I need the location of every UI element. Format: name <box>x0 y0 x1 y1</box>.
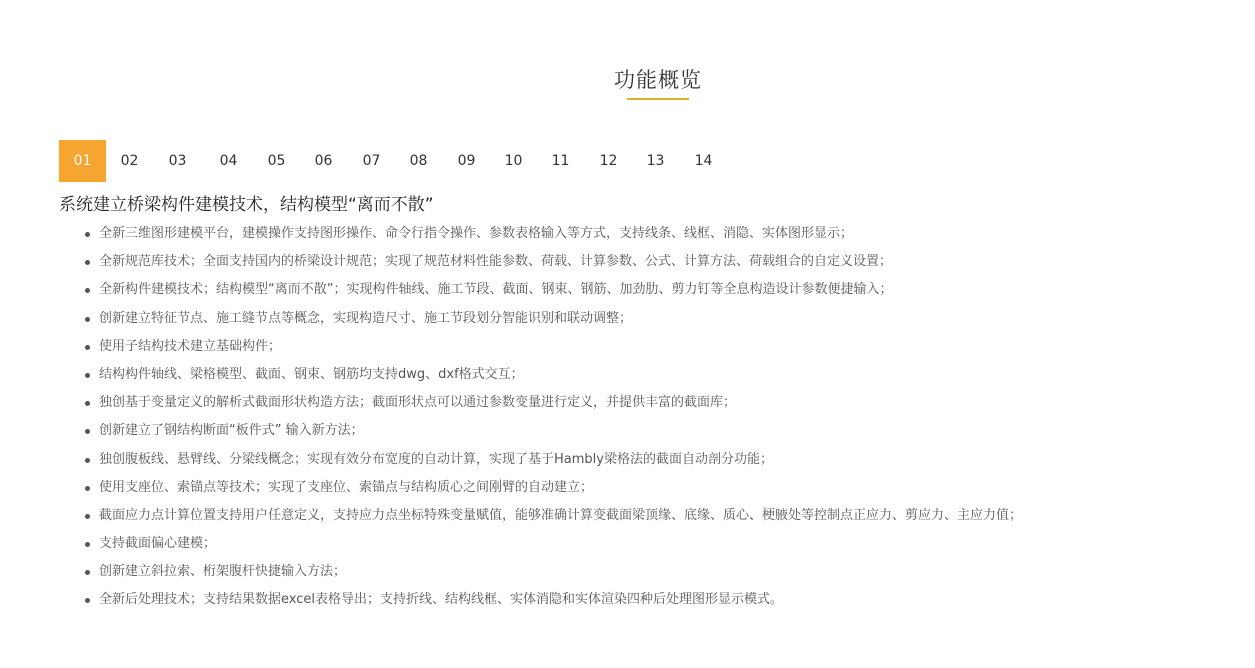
tab-14[interactable]: 14 <box>694 153 713 169</box>
list-item <box>59 558 1022 586</box>
tab-03[interactable]: 03 <box>168 153 187 169</box>
list-item-text: 全新三维图形建模平台，建模操作支持图形操作、命令行指令操作、参数表格输入等方式，支持线条、线框、消隐、实体图形显示； <box>99 226 854 241</box>
bullet-icon <box>85 345 90 350</box>
tab-07[interactable]: 07 <box>362 153 381 169</box>
tab-08[interactable]: 08 <box>409 153 428 169</box>
list-item-text: 截面应力点计算位置支持用户任意定义，支持应力点坐标特殊变量赋值，能够准确计算变截面梁顶缘、底缘、质心、梗腋处等控制点正应力、剪应力、主应力值； <box>99 507 1023 523</box>
list-item <box>59 586 1022 614</box>
list-item-text: 创新建立特征节点、施工缝节点等概念，实现构造尺寸、施工节段划分智能识别和联动调整； <box>99 310 633 326</box>
bullet-icon <box>85 429 90 434</box>
feature-list <box>59 220 1022 615</box>
tab-13[interactable]: 13 <box>646 153 665 169</box>
list-item <box>59 276 1022 304</box>
bullet-icon <box>85 598 90 603</box>
bullet-icon <box>85 260 90 265</box>
bullet-icon <box>85 373 90 378</box>
list-item <box>59 502 1022 530</box>
list-item <box>59 305 1022 333</box>
list-item-text: 使用支座位、索锚点等技术；实现了支座位、索锚点与结构质心之间刚臂的自动建立； <box>99 479 594 495</box>
tab-02[interactable]: 02 <box>120 153 139 169</box>
list-item-text: 全新后处理技术；支持结果数据excel表格导出；支持折线、结构线框、实体消隐和实体渲染四种后处理图形显示模式。 <box>99 592 783 608</box>
tab-06[interactable]: 06 <box>314 153 333 169</box>
list-item-text: 创新建立了钢结构断面“板件式” 输入新方法； <box>99 423 364 439</box>
tab-04[interactable]: 04 <box>219 153 238 169</box>
list-item-text: 独创腹板线、悬臂线、分梁线概念；实现有效分布宽度的自动计算，实现了基于Hambly梁格法的截面自动剖分功能； <box>99 451 773 467</box>
bullet-icon <box>85 542 90 547</box>
bullet-icon <box>85 232 90 237</box>
bullet-icon <box>85 458 90 463</box>
list-item <box>59 446 1022 474</box>
bullet-icon <box>85 288 90 293</box>
list-item <box>59 530 1022 558</box>
bullet-icon <box>85 570 90 575</box>
list-item <box>59 220 1022 248</box>
list-item <box>59 248 1022 276</box>
list-item-text: 全新构件建模技术；结构模型“离而不散”；实现构件轴线、施工节段、截面、钢束、钢筋、加劲肋、剪力钉等全息构造设计参数便捷输入； <box>99 282 893 298</box>
title-underline <box>627 98 689 100</box>
list-item-text: 支持截面偏心建模； <box>99 536 217 552</box>
list-item-text: 结构构件轴线、梁格模型、截面、钢束、钢筋均支持dwg、dxf格式交互； <box>99 366 524 382</box>
tab-12[interactable]: 12 <box>599 153 618 169</box>
tab-11[interactable]: 11 <box>551 153 570 169</box>
bullet-icon <box>85 401 90 406</box>
section-title: 功能概览 <box>614 68 702 92</box>
tab-10[interactable]: 10 <box>504 153 523 169</box>
tab-09[interactable]: 09 <box>457 153 476 169</box>
list-item-text: 使用子结构技术建立基础构件； <box>99 338 282 354</box>
tab-01[interactable]: 01 <box>59 140 106 182</box>
tab-05[interactable]: 05 <box>267 153 286 169</box>
list-item-text: 创新建立斜拉索、桁架腹杆快捷输入方法； <box>99 564 347 580</box>
list-item <box>59 333 1022 361</box>
bullet-icon <box>85 486 90 491</box>
bullet-icon <box>85 317 90 322</box>
list-item <box>59 417 1022 445</box>
bullet-icon <box>85 514 90 519</box>
list-item <box>59 389 1022 417</box>
list-item-text: 全新规范库技术；全面支持国内的桥梁设计规范；实现了规范材料性能参数、荷载、计算参数、公式、计算方法、荷载组合的自定义设置； <box>99 254 893 270</box>
feature-heading: 系统建立桥梁构件建模技术，结构模型“离而不散” <box>59 195 434 215</box>
list-item-text: 独创基于变量定义的解析式截面形状构造方法；截面形状点可以通过参数变量进行定义，并提供丰富的截面库； <box>99 395 737 411</box>
list-item <box>59 474 1022 502</box>
list-item <box>59 361 1022 389</box>
